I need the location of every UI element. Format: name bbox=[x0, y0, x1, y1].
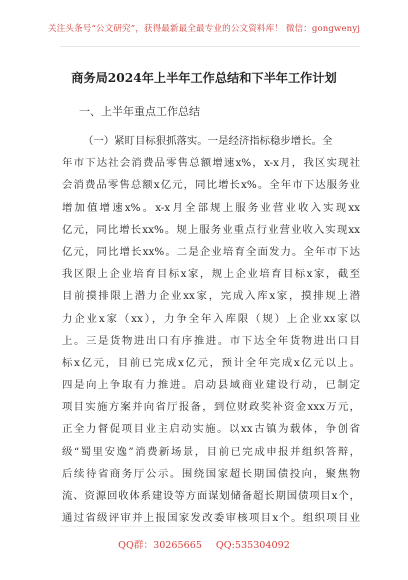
body-line: 我区限上企业培育目标x家，规上企业培育目标x家，截至 bbox=[62, 268, 360, 281]
footer bbox=[0, 537, 408, 551]
body-line: 标x亿元，目前已完成x亿元，预计全年完成x亿元以上。 bbox=[62, 356, 360, 369]
body-line: 后续待省商务厅公示。围绕国家超长期国债投向，聚焦物 bbox=[62, 467, 360, 480]
body-line: 力企业x家（xx），力争全年入库限（规）上企业xx家以 bbox=[62, 312, 360, 325]
body-line: 目前摸排限上潜力企业xx家，完成入库x家，摸排规上潜 bbox=[62, 290, 360, 303]
footer-qq-group: QQ群：30265665 bbox=[118, 540, 202, 551]
body-line: 项目实施方案并向省厅报备，到位财政奖补资金xxx万元， bbox=[62, 401, 360, 414]
section-heading: 一、上半年重点工作总结 bbox=[79, 105, 200, 118]
body-line: 亿元，同比增长xx%。规上服务业重点行业营业收入实现xx bbox=[62, 223, 360, 236]
body-line: 增加值增速x%。x-x月全部规上服务业营业收入实现xx bbox=[62, 201, 360, 214]
body-line: （一）紧盯目标狠抓落实。一是经济指标稳步增长。全 bbox=[83, 135, 333, 147]
body-line: 亿元，同比增长xx%。二是企业培育全面发力。全年市下达 bbox=[62, 245, 360, 258]
body-line: 上。三是货物进出口有序推进。市下达全年货物进出口目 bbox=[62, 334, 360, 347]
body-line: 正全力督促项目业主启动实施。以xx古镇为载体，争创省 bbox=[62, 423, 360, 436]
footer-qq-contact: QQ:535304092 bbox=[215, 540, 290, 551]
body-line: 会消费品零售总额x亿元，同比增长x%。全年市下达服务业 bbox=[62, 179, 360, 192]
footer-divider bbox=[60, 526, 360, 527]
header-note: 关注头条号“公文研究”，获得最新最全最专业的公文资料库！ 微信：gongwenyj bbox=[47, 24, 361, 34]
body-line: 通过省级评审并上报国家发改委审核项目x个。组织项目业 bbox=[62, 512, 360, 525]
header-divider bbox=[60, 46, 360, 47]
body-line: 四是向上争取有力推进。启动县域商业建设行动，已制定 bbox=[62, 379, 360, 392]
body-line: 级“蜀里安逸”消费新场景，目前已完成申报并组织答辩， bbox=[62, 445, 360, 458]
document-body bbox=[62, 130, 360, 529]
body-line: 流、资源回收体系建设等方面谋划储备超长期国债项目x个， bbox=[62, 490, 360, 502]
document-title: 商务局2024年上半年工作总结和下半年工作计划 bbox=[71, 71, 337, 85]
body-line: 年市下达社会消费品零售总额增速x%，x-x月，我区实现社 bbox=[62, 157, 360, 170]
